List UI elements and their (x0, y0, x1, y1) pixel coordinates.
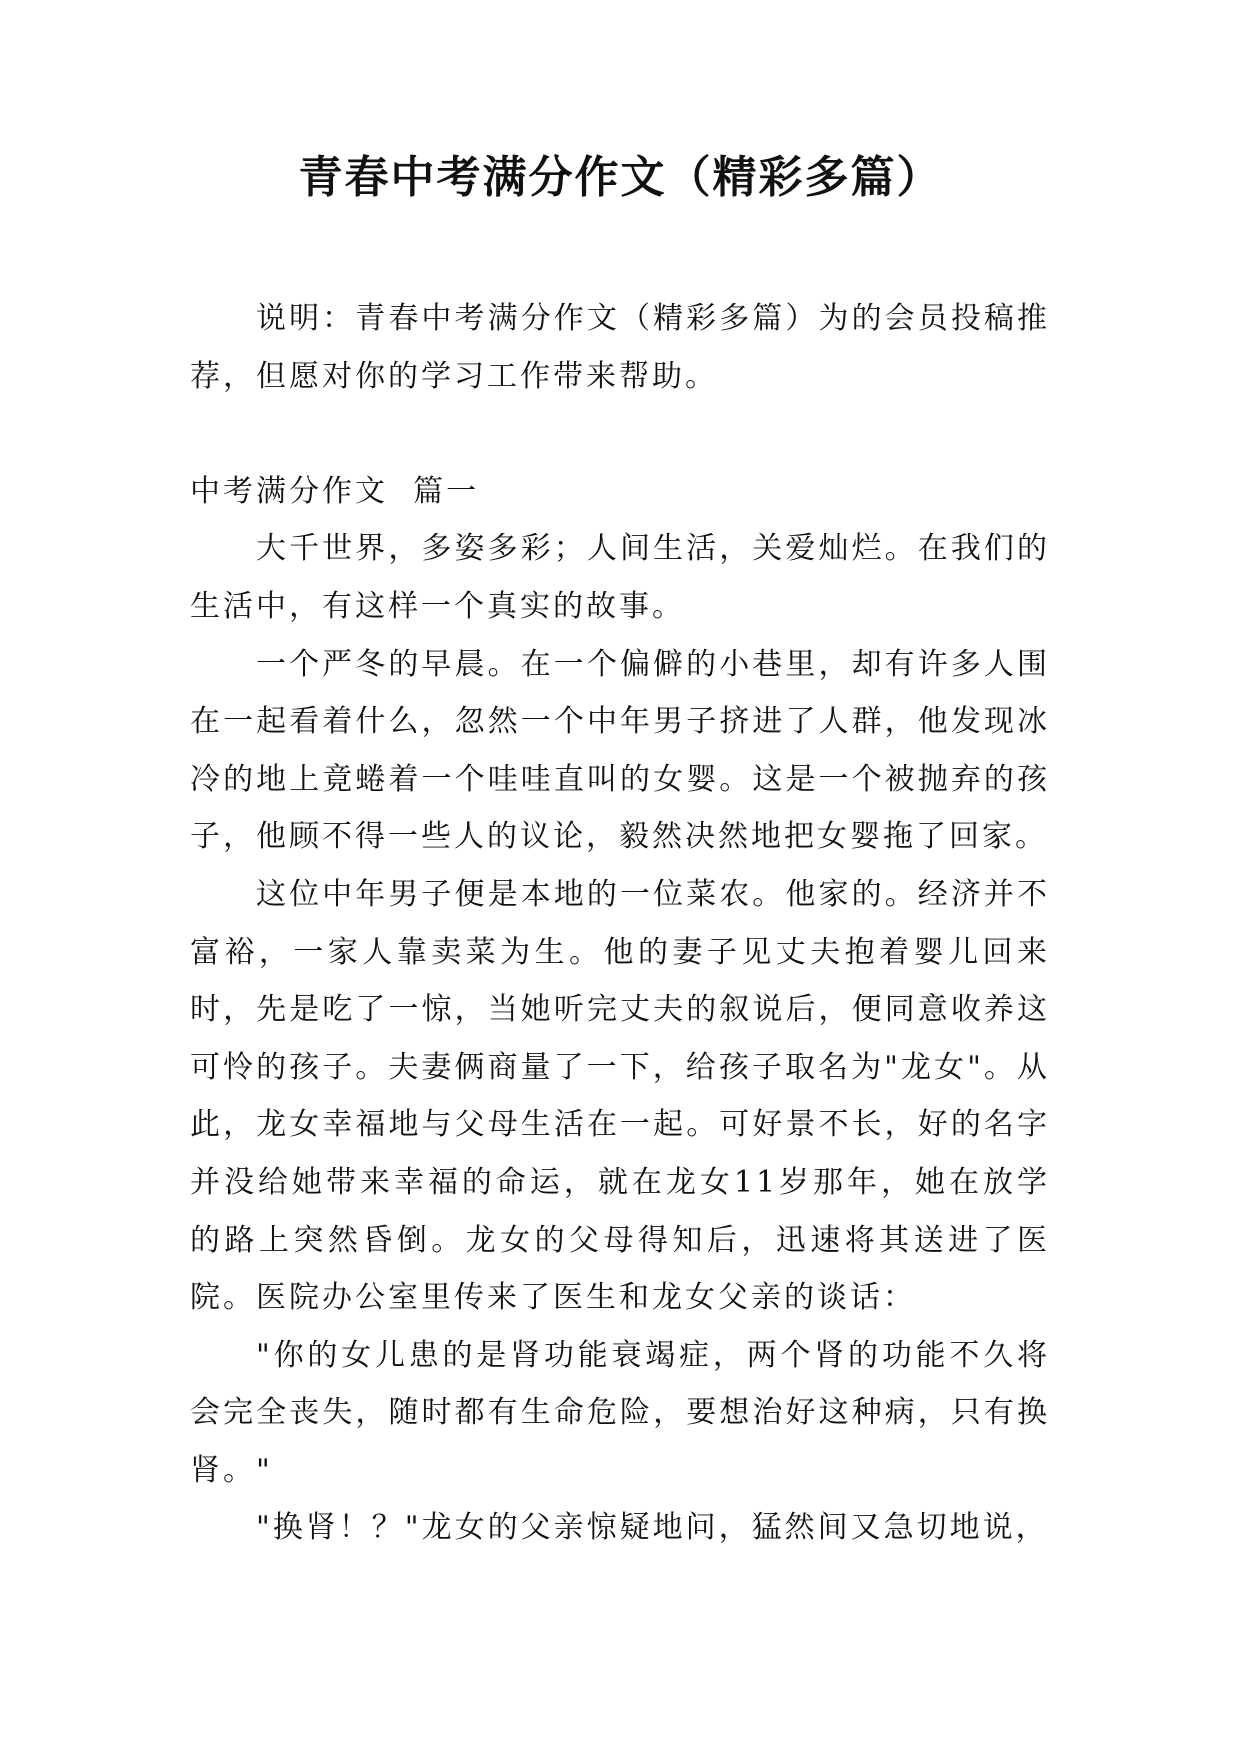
body-paragraph: 这位中年男子便是本地的一位菜农。他家的。经济并不富裕，一家人靠卖菜为生。他的妻子见丈夫抱着婴儿回来时，先是吃了一惊，当她听完丈夫的叙说后，便同意收养这可怜的孩子。夫妻俩商量了一下，给孩子取名为"龙女"。从此，龙女幸福地与父母生活在一起。可好景不长，好的名字并没给她带来幸福的命运，就在龙女11岁那年，她在放学的路上突然昏倒。龙女的父母得知后，迅速将其送进了医院。医院办公室里传来了医生和龙女父亲的谈话： (190, 876, 1050, 1316)
document-body (190, 290, 1050, 1557)
section-heading: 中考满分作文 篇一 (190, 473, 480, 509)
spacer (190, 405, 1050, 463)
intro-paragraph: 说明：青春中考满分作文（精彩多篇）为的会员投稿推荐，但愿对你的学习工作带来帮助。 (190, 301, 1050, 394)
body-paragraph: "换肾！？"龙女的父亲惊疑地问，猛然间又急切地说， (256, 1510, 1049, 1546)
document-title: 青春中考满分作文（精彩多篇） (298, 152, 943, 203)
body-paragraph: 一个严冬的早晨。在一个偏僻的小巷里，却有许多人围在一起看着什么，忽然一个中年男子挤进了人群，他发现冰冷的地上竟蜷着一个哇哇直叫的女婴。这是一个被抛弃的孩子，他顾不得一些人的议论，毅然决然地把女婴拖了回家。 (190, 646, 1050, 855)
body-paragraph: 大千世界，多姿多彩；人间生活，关爱灿烂。在我们的生活中，有这样一个真实的故事。 (190, 531, 1050, 624)
body-paragraph: "你的女儿患的是肾功能衰竭症，两个肾的功能不久将会完全丧失，随时都有生命危险，要想治好这种病，只有换肾。" (190, 1337, 1050, 1488)
